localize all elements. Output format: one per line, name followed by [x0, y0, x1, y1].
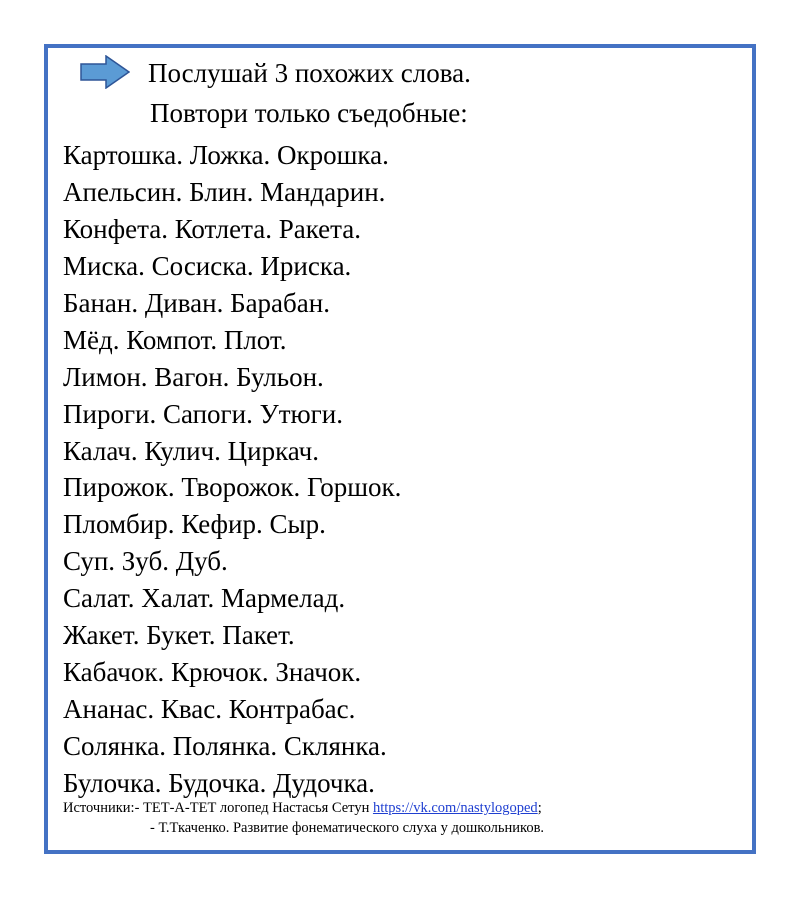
word-row: Пироги. Сапоги. Утюги. [63, 398, 343, 429]
sources-line-1 [63, 799, 542, 817]
word-row: Пирожок. Творожок. Горшок. [63, 472, 402, 503]
word-row: Пломбир. Кефир. Сыр. [63, 509, 326, 540]
instruction-line-1: Послушай 3 похожих слова. [148, 58, 471, 88]
word-row: Миска. Сосиска. Ириска. [63, 250, 352, 281]
word-row: Апельсин. Блин. Мандарин. [63, 176, 386, 207]
word-row: Мёд. Компот. Плот. [63, 324, 287, 355]
word-row: Салат. Халат. Мармелад. [63, 583, 346, 614]
sources-line-2: - Т.Ткаченко. Развитие фонематического слуха у дошкольников. [150, 820, 545, 836]
word-row: Калач. Кулич. Циркач. [63, 435, 320, 466]
word-list [63, 137, 401, 802]
word-row: Суп. Зуб. Дуб. [63, 546, 228, 577]
sources-suffix: ; [537, 800, 542, 816]
right-arrow-icon [80, 55, 130, 89]
sources-prefix: Источники:- ТЕТ-А-ТЕТ логопед Настасья Сетун [63, 800, 373, 816]
word-row: Булочка. Будочка. Дудочка. [63, 767, 375, 798]
word-row: Лимон. Вагон. Бульон. [63, 361, 324, 392]
word-row: Жакет. Букет. Пакет. [63, 620, 295, 651]
word-row: Ананас. Квас. Контрабас. [63, 694, 356, 725]
word-row: Кабачок. Крючок. Значок. [63, 657, 362, 688]
word-row: Банан. Диван. Барабан. [63, 287, 330, 318]
word-row: Конфета. Котлета. Ракета. [63, 213, 362, 244]
source-link[interactable]: https://vk.com/nastylogoped [372, 800, 538, 816]
word-row: Солянка. Полянка. Склянка. [63, 731, 387, 761]
word-row: Картошка. Ложка. Окрошка. [63, 140, 389, 170]
instruction-line-2: Повтори только съедобные: [150, 98, 468, 128]
